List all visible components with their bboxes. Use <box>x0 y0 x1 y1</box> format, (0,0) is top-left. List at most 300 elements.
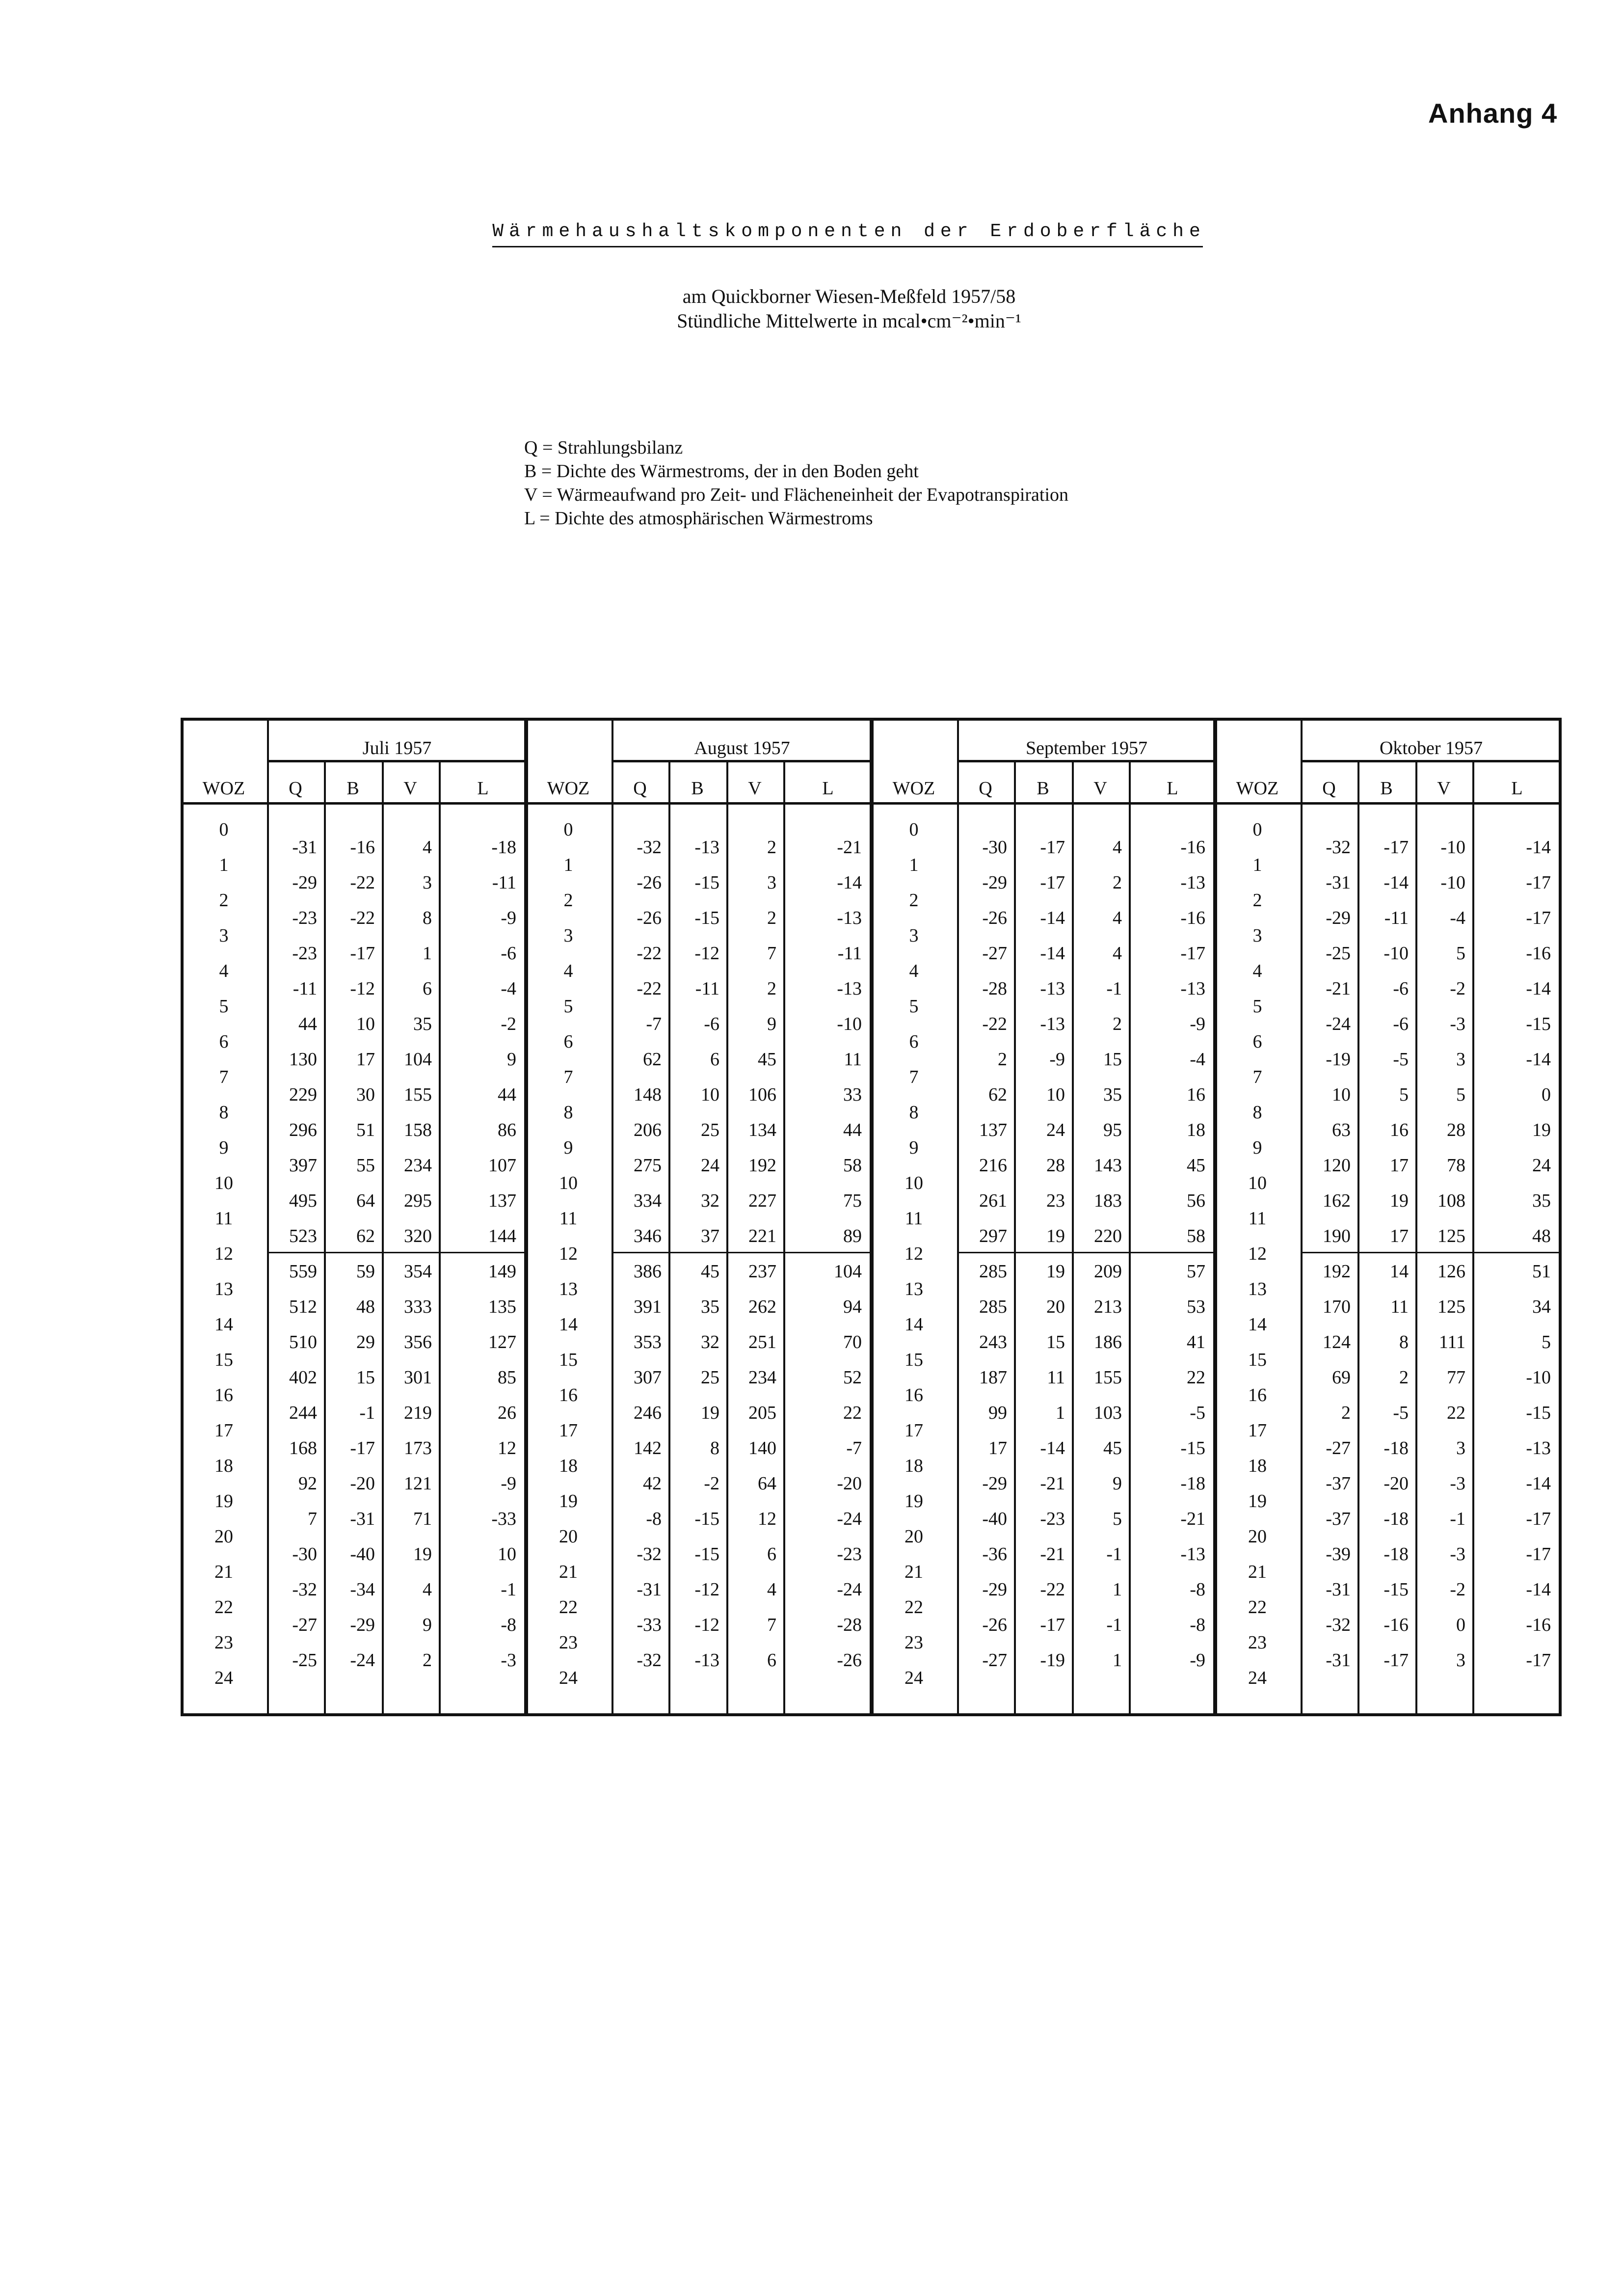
table-cell: -8 <box>501 1615 516 1635</box>
column-header-l: L <box>1511 778 1523 799</box>
table-cell: 187 <box>979 1367 1007 1388</box>
table-cell: -20 <box>1384 1473 1409 1494</box>
table-cell: -30 <box>292 1544 317 1565</box>
hour-label: 23 <box>559 1632 578 1653</box>
table-cell: 7 <box>308 1509 317 1529</box>
table-cell: -16 <box>1180 837 1205 858</box>
table-cell: 77 <box>1447 1367 1465 1388</box>
table-cell: -9 <box>501 908 516 928</box>
table-cell: -13 <box>1180 872 1205 893</box>
hour-label: 11 <box>905 1208 923 1229</box>
month-table <box>525 718 873 1716</box>
table-cell: -21 <box>1326 978 1351 999</box>
hour-label: 14 <box>214 1314 233 1335</box>
table-cell: 213 <box>1094 1297 1122 1317</box>
table-cell: -25 <box>1326 943 1351 964</box>
month-header-rule <box>957 760 1216 762</box>
hour-label: 8 <box>909 1102 919 1123</box>
table-cell: 125 <box>1437 1297 1465 1317</box>
hour-label: 8 <box>219 1102 229 1123</box>
table-cell: 353 <box>634 1332 662 1352</box>
table-cell: 16 <box>1187 1084 1205 1105</box>
table-cell: -1 <box>359 1403 375 1423</box>
table-cell: 301 <box>404 1367 432 1388</box>
table-cell: 24 <box>701 1155 719 1176</box>
table-cell: 2 <box>1113 872 1122 893</box>
hour-label: 6 <box>1252 1031 1262 1052</box>
table-cell: 2 <box>1113 1014 1122 1034</box>
hour-label: 20 <box>559 1526 578 1547</box>
table-cell: 25 <box>701 1120 719 1140</box>
column-header-v: V <box>748 778 762 799</box>
table-cell: -28 <box>982 978 1007 999</box>
table-cell: -17 <box>1526 872 1551 893</box>
table-cell: -31 <box>1326 1650 1351 1671</box>
hour-label: 2 <box>563 890 573 911</box>
hour-label: 12 <box>559 1243 578 1264</box>
table-cell: 5 <box>1399 1084 1409 1105</box>
table-cell: 108 <box>1437 1190 1465 1211</box>
table-cell: 140 <box>748 1438 776 1459</box>
table-cell: -10 <box>837 1014 862 1034</box>
table-cell: 125 <box>1437 1226 1465 1246</box>
table-cell: 11 <box>844 1049 862 1070</box>
column-header-woz: WOZ <box>892 778 935 799</box>
table-cell: -5 <box>1190 1403 1205 1423</box>
table-cell: 9 <box>423 1615 432 1635</box>
hour-label: 23 <box>214 1632 233 1653</box>
month-table <box>871 718 1216 1716</box>
table-cell: 33 <box>843 1084 862 1105</box>
column-divider <box>957 718 959 1716</box>
table-cell: 386 <box>634 1261 662 1282</box>
table-cell: 10 <box>1332 1084 1351 1105</box>
table-cell: -31 <box>350 1509 375 1529</box>
table-cell: 35 <box>1532 1190 1551 1211</box>
table-cell: 4 <box>1113 908 1122 928</box>
hour-label: 13 <box>1248 1279 1267 1299</box>
table-cell: 220 <box>1094 1226 1122 1246</box>
table-cell: -17 <box>350 943 375 964</box>
table-cell: 57 <box>1187 1261 1205 1282</box>
column-header-rule <box>181 802 527 805</box>
legend-item-b <box>524 459 1068 483</box>
hour-label: 8 <box>563 1102 573 1123</box>
legend-item-v <box>524 483 1068 507</box>
table-cell: -8 <box>1190 1615 1205 1635</box>
table-cell: 45 <box>1103 1438 1122 1459</box>
table-cell: -32 <box>637 837 662 858</box>
table-cell: 48 <box>356 1297 375 1317</box>
hour-label: 24 <box>1248 1668 1267 1688</box>
hour-label: 22 <box>1248 1597 1267 1618</box>
noon-divider <box>612 1252 873 1253</box>
table-cell: -26 <box>982 1615 1007 1635</box>
table-cell: 104 <box>834 1261 862 1282</box>
table-cell: -15 <box>694 908 719 928</box>
table-cell: -22 <box>637 943 662 964</box>
table-cell: 523 <box>289 1226 317 1246</box>
table-cell: 15 <box>1046 1332 1065 1352</box>
hour-label: 11 <box>214 1208 233 1229</box>
hour-label: 11 <box>1248 1208 1267 1229</box>
table-cell: -15 <box>694 1544 719 1565</box>
table-cell: -11 <box>837 943 862 964</box>
table-cell: 510 <box>289 1332 317 1352</box>
hour-label: 18 <box>1248 1456 1267 1476</box>
table-cell: -12 <box>694 1579 719 1600</box>
column-header-q: Q <box>289 778 302 799</box>
table-cell: -24 <box>1326 1014 1351 1034</box>
table-cell: 104 <box>404 1049 432 1070</box>
table-cell: 51 <box>1532 1261 1551 1282</box>
table-cell: 6 <box>767 1650 776 1671</box>
table-cell: 4 <box>423 837 432 858</box>
table-cell: 3 <box>1456 1438 1465 1459</box>
table-cell: -30 <box>982 837 1007 858</box>
table-cell: -13 <box>1526 1438 1551 1459</box>
table-cell: -40 <box>982 1509 1007 1529</box>
table-cell: 391 <box>634 1297 662 1317</box>
table-cell: 10 <box>356 1014 375 1034</box>
hour-label: 1 <box>563 855 573 875</box>
table-cell: -29 <box>292 872 317 893</box>
table-cell: -19 <box>1040 1650 1065 1671</box>
table-cell: 0 <box>1456 1615 1465 1635</box>
table-cell: -2 <box>1450 1579 1465 1600</box>
hour-label: 1 <box>219 855 229 875</box>
hour-label: 12 <box>905 1243 923 1264</box>
hour-label: 9 <box>1252 1137 1262 1158</box>
annex-label: Anhang 4 <box>1428 98 1558 129</box>
table-cell: -3 <box>501 1650 516 1671</box>
hour-label: 18 <box>559 1456 578 1476</box>
table-cell: 6 <box>423 978 432 999</box>
table-cell: 22 <box>1447 1403 1465 1423</box>
table-cell: -31 <box>1326 872 1351 893</box>
table-cell: -5 <box>1393 1049 1409 1070</box>
table-cell: -10 <box>1440 872 1465 893</box>
hour-label: 2 <box>1252 890 1262 911</box>
hour-label: 15 <box>559 1350 578 1370</box>
month-table <box>181 718 527 1716</box>
hour-label: 22 <box>905 1597 923 1618</box>
table-cell: -12 <box>694 943 719 964</box>
table-cell: -1 <box>501 1579 516 1600</box>
table-cell: 251 <box>748 1332 776 1352</box>
hour-label: 16 <box>214 1385 233 1405</box>
table-cell: 75 <box>843 1190 862 1211</box>
table-cell: -13 <box>1040 1014 1065 1034</box>
subtitle-units: Stündliche Mittelwerte in mcal•cm⁻²•min⁻¹ <box>677 310 1021 332</box>
column-header-l: L <box>822 778 834 799</box>
table-cell: -32 <box>637 1650 662 1671</box>
hour-label: 17 <box>905 1420 923 1441</box>
table-cell: -14 <box>1526 1049 1551 1070</box>
table-cell: -10 <box>1440 837 1465 858</box>
table-cell: 69 <box>1332 1367 1351 1388</box>
table-cell: 3 <box>1456 1650 1465 1671</box>
table-cell: -23 <box>1040 1509 1065 1529</box>
hour-label: 14 <box>559 1314 578 1335</box>
table-cell: 34 <box>1532 1297 1551 1317</box>
table-cell: 120 <box>1323 1155 1351 1176</box>
month-table <box>1214 718 1562 1716</box>
table-cell: -23 <box>837 1544 862 1565</box>
hour-label: 4 <box>1252 961 1262 981</box>
table-cell: 2 <box>767 837 776 858</box>
table-cell: 495 <box>289 1190 317 1211</box>
table-cell: 9 <box>767 1014 776 1034</box>
hour-label: 7 <box>219 1067 229 1087</box>
table-cell: -8 <box>646 1509 662 1529</box>
table-cell: 3 <box>767 872 776 893</box>
table-cell: -22 <box>1040 1579 1065 1600</box>
hour-label: 15 <box>905 1350 923 1370</box>
table-cell: 2 <box>1399 1367 1409 1388</box>
table-cell: 19 <box>1390 1190 1409 1211</box>
table-cell: -18 <box>1384 1438 1409 1459</box>
table-cell: -6 <box>501 943 516 964</box>
table-cell: 192 <box>1323 1261 1351 1282</box>
table-cell: -10 <box>1526 1367 1551 1388</box>
table-cell: -15 <box>694 1509 719 1529</box>
page-title: Wärmehaushaltskomponenten der Erdoberfläche <box>492 221 1206 242</box>
table-cell: 32 <box>701 1332 719 1352</box>
table-cell: -17 <box>1384 837 1409 858</box>
table-cell: 559 <box>289 1261 317 1282</box>
column-header-woz: WOZ <box>202 778 245 799</box>
table-cell: 216 <box>979 1155 1007 1176</box>
table-cell: -21 <box>1040 1544 1065 1565</box>
table-cell: 28 <box>1046 1155 1065 1176</box>
table-cell: 62 <box>643 1049 662 1070</box>
table-cell: -17 <box>1040 1615 1065 1635</box>
table-cell: -4 <box>501 978 516 999</box>
legend-text: Strahlungsbilanz <box>557 437 683 458</box>
hour-label: 6 <box>563 1031 573 1052</box>
legend-symbol: Q = <box>524 437 553 458</box>
table-cell: -6 <box>704 1014 719 1034</box>
table-cell: -3 <box>1450 1544 1465 1565</box>
hour-label: 12 <box>214 1243 233 1264</box>
hour-label: 14 <box>905 1314 923 1335</box>
table-cell: 162 <box>1323 1190 1351 1211</box>
table-cell: 2 <box>423 1650 432 1671</box>
legend-symbol: V = <box>524 485 553 505</box>
table-cell: -37 <box>1326 1509 1351 1529</box>
hour-label: 18 <box>214 1456 233 1476</box>
table-cell: -8 <box>1190 1579 1205 1600</box>
table-cell: 168 <box>289 1438 317 1459</box>
table-cell: 10 <box>1046 1084 1065 1105</box>
table-cell: -24 <box>837 1579 862 1600</box>
table-cell: -3 <box>1450 1014 1465 1034</box>
table-cell: 134 <box>748 1120 776 1140</box>
hour-label: 10 <box>214 1173 233 1193</box>
table-cell: -17 <box>1526 1509 1551 1529</box>
table-cell: 243 <box>979 1332 1007 1352</box>
table-cell: -32 <box>1326 837 1351 858</box>
table-cell: 89 <box>843 1226 862 1246</box>
table-cell: 234 <box>404 1155 432 1176</box>
table-cell: -16 <box>1384 1615 1409 1635</box>
table-cell: 5 <box>1456 1084 1465 1105</box>
table-cell: -39 <box>1326 1544 1351 1565</box>
table-cell: 59 <box>356 1261 375 1282</box>
table-cell: 85 <box>498 1367 516 1388</box>
table-cell: 44 <box>498 1084 516 1105</box>
table-cell: -13 <box>1180 978 1205 999</box>
table-cell: -18 <box>1384 1544 1409 1565</box>
table-cell: 5 <box>1113 1509 1122 1529</box>
table-cell: 29 <box>356 1332 375 1352</box>
hour-label: 5 <box>219 996 229 1017</box>
hour-label: 13 <box>905 1279 923 1299</box>
table-cell: -4 <box>1190 1049 1205 1070</box>
table-cell: 41 <box>1187 1332 1205 1352</box>
table-cell: 12 <box>758 1509 776 1529</box>
table-cell: 190 <box>1323 1226 1351 1246</box>
table-cell: 246 <box>634 1403 662 1423</box>
table-cell: -13 <box>1040 978 1065 999</box>
table-cell: -14 <box>1384 872 1409 893</box>
table-cell: 142 <box>634 1438 662 1459</box>
hour-label: 19 <box>214 1491 233 1512</box>
table-cell: 19 <box>1046 1261 1065 1282</box>
hour-label: 10 <box>905 1173 923 1193</box>
table-cell: -29 <box>1326 908 1351 928</box>
table-cell: 126 <box>1437 1261 1465 1282</box>
table-cell: -13 <box>837 978 862 999</box>
table-cell: 229 <box>289 1084 317 1105</box>
table-cell: -17 <box>1526 1650 1551 1671</box>
column-header-b: B <box>346 778 359 799</box>
table-cell: -32 <box>637 1544 662 1565</box>
month-name: Oktober 1957 <box>1379 738 1483 758</box>
table-cell: 42 <box>643 1473 662 1494</box>
hour-label: 21 <box>214 1562 233 1582</box>
table-cell: -32 <box>292 1579 317 1600</box>
hour-label: 0 <box>563 819 573 840</box>
table-cell: 354 <box>404 1261 432 1282</box>
table-cell: 55 <box>356 1155 375 1176</box>
table-cell: 1 <box>1056 1403 1065 1423</box>
hour-label: 23 <box>1248 1632 1267 1653</box>
table-cell: -9 <box>1049 1049 1065 1070</box>
table-cell: 24 <box>1046 1120 1065 1140</box>
table-cell: 297 <box>979 1226 1007 1246</box>
table-cell: 25 <box>701 1367 719 1388</box>
table-cell: 62 <box>988 1084 1007 1105</box>
table-cell: -17 <box>1526 908 1551 928</box>
table-cell: 11 <box>1390 1297 1409 1317</box>
subtitle-location: am Quickborner Wiesen-Meßfeld 1957/58 <box>682 285 1016 307</box>
table-cell: -16 <box>1526 1615 1551 1635</box>
hour-label: 24 <box>559 1668 578 1688</box>
table-cell: 58 <box>843 1155 862 1176</box>
table-cell: 35 <box>413 1014 432 1034</box>
legend-text: Dichte des Wärmestroms, der in den Boden geht <box>556 461 919 482</box>
table-cell: -1 <box>1106 1615 1122 1635</box>
table-cell: 397 <box>289 1155 317 1176</box>
table-cell: -15 <box>1180 1438 1205 1459</box>
table-cell: -13 <box>694 837 719 858</box>
table-cell: 99 <box>988 1403 1007 1423</box>
hour-label: 10 <box>559 1173 578 1193</box>
table-cell: -31 <box>637 1579 662 1600</box>
month-header-rule <box>612 760 873 762</box>
table-cell: 107 <box>488 1155 516 1176</box>
legend-text: Wärmeaufwand pro Zeit- und Flächeneinheit der Evapotranspiration <box>557 485 1069 505</box>
table-cell: 64 <box>758 1473 776 1494</box>
table-cell: 221 <box>748 1226 776 1246</box>
table-cell: 45 <box>1187 1155 1205 1176</box>
hour-label: 9 <box>219 1137 229 1158</box>
hour-label: 20 <box>905 1526 923 1547</box>
table-cell: -17 <box>1040 837 1065 858</box>
table-cell: -33 <box>637 1615 662 1635</box>
table-cell: 6 <box>767 1544 776 1565</box>
table-cell: 17 <box>1390 1226 1409 1246</box>
table-cell: 2 <box>767 908 776 928</box>
column-header-rule <box>871 802 1216 805</box>
table-cell: 86 <box>498 1120 516 1140</box>
table-cell: 148 <box>634 1084 662 1105</box>
table-cell: 158 <box>404 1120 432 1140</box>
legend-text: Dichte des atmosphärischen Wärmestroms <box>555 508 873 529</box>
table-cell: -3 <box>1450 1473 1465 1494</box>
table-cell: 144 <box>488 1226 516 1246</box>
table-cell: -17 <box>1180 943 1205 964</box>
table-cell: -14 <box>1526 1473 1551 1494</box>
hour-label: 0 <box>1252 819 1262 840</box>
table-cell: -29 <box>982 1579 1007 1600</box>
table-cell: -11 <box>695 978 719 999</box>
table-cell: -10 <box>1384 943 1409 964</box>
month-header-rule <box>267 760 527 762</box>
column-header-b: B <box>1037 778 1049 799</box>
table-cell: -13 <box>694 1650 719 1671</box>
table-cell: 206 <box>634 1120 662 1140</box>
table-cell: 334 <box>634 1190 662 1211</box>
table-cell: -37 <box>1326 1473 1351 1494</box>
table-cell: 35 <box>701 1297 719 1317</box>
table-cell: 285 <box>979 1261 1007 1282</box>
table-cell: 45 <box>758 1049 776 1070</box>
table-cell: 63 <box>1332 1120 1351 1140</box>
column-header-rule <box>1214 802 1562 805</box>
legend <box>524 436 1068 530</box>
table-cell: 4 <box>1113 837 1122 858</box>
hour-label: 0 <box>219 819 229 840</box>
table-cell: 295 <box>404 1190 432 1211</box>
hour-label: 19 <box>905 1491 923 1512</box>
table-cell: 92 <box>298 1473 317 1494</box>
legend-symbol: L = <box>524 508 550 529</box>
table-cell: 16 <box>1390 1120 1409 1140</box>
table-cell: 4 <box>767 1579 776 1600</box>
table-cell: 24 <box>1532 1155 1551 1176</box>
hour-label: 14 <box>1248 1314 1267 1335</box>
hour-label: 17 <box>1248 1420 1267 1441</box>
table-cell: 23 <box>1046 1190 1065 1211</box>
column-header-q: Q <box>979 778 992 799</box>
month-name: September 1957 <box>1025 738 1147 758</box>
table-cell: -26 <box>982 908 1007 928</box>
table-cell: -27 <box>292 1615 317 1635</box>
hour-label: 0 <box>909 819 919 840</box>
